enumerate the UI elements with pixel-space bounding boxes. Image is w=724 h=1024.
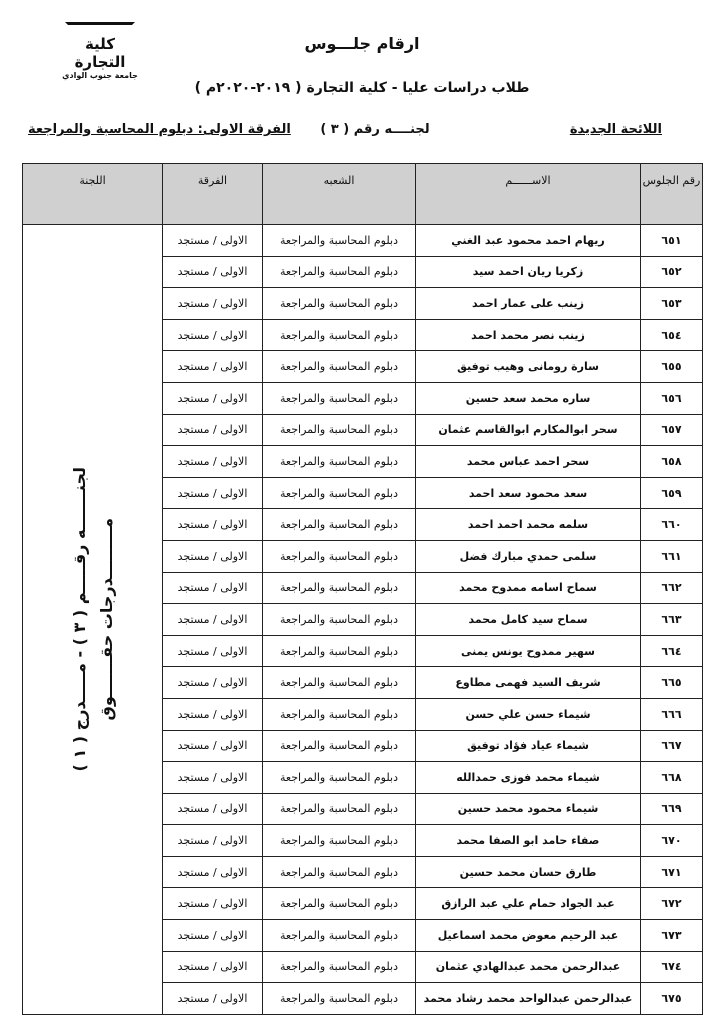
header-seat: رقم الجلوس (641, 164, 703, 225)
level-cell: الاولى / مستجد (163, 951, 263, 983)
division-cell: دبلوم المحاسبة والمراجعة (263, 288, 416, 320)
header-division: الشعبه (263, 164, 416, 225)
seat-number-cell: ٦٥٥ (641, 351, 703, 383)
level-cell: الاولى / مستجد (163, 540, 263, 572)
division-cell: دبلوم المحاسبة والمراجعة (263, 540, 416, 572)
level-cell: الاولى / مستجد (163, 256, 263, 288)
division-cell: دبلوم المحاسبة والمراجعة (263, 667, 416, 699)
seat-number-cell: ٦٧٠ (641, 825, 703, 857)
seat-number-cell: ٦٥٩ (641, 477, 703, 509)
committee-label: لجنــــه رقم ( ٣ ) (320, 122, 430, 137)
committee-cell (23, 225, 163, 1015)
student-name-cell: زكريا ريان احمد سيد (416, 256, 641, 288)
student-name-cell: ريهام احمد محمود عبد الغني (416, 225, 641, 257)
level-cell: الاولى / مستجد (163, 825, 263, 857)
table-header-row (23, 164, 703, 225)
seat-number-cell: ٦٥٦ (641, 382, 703, 414)
student-name-cell: عبد الرحيم معوض محمد اسماعيل (416, 920, 641, 952)
header-name: الاســــــم (416, 164, 641, 225)
division-cell: دبلوم المحاسبة والمراجعة (263, 793, 416, 825)
division-cell: دبلوم المحاسبة والمراجعة (263, 572, 416, 604)
seat-number-cell: ٦٦٨ (641, 762, 703, 794)
level-cell: الاولى / مستجد (163, 572, 263, 604)
page-title: ارقام جلـــوس (304, 34, 420, 53)
division-cell: دبلوم المحاسبة والمراجعة (263, 951, 416, 983)
seat-number-cell: ٦٧٢ (641, 888, 703, 920)
committee-text-secondary: مـــــــــدرجات حقـــــــوق (96, 518, 116, 721)
division-cell: دبلوم المحاسبة والمراجعة (263, 635, 416, 667)
seat-number-cell: ٦٥٤ (641, 319, 703, 351)
header-level: الفرقة (163, 164, 263, 225)
division-cell: دبلوم المحاسبة والمراجعة (263, 888, 416, 920)
student-name-cell: زينب نصر محمد احمد (416, 319, 641, 351)
student-name-cell: شيماء عياد فؤاد توفيق (416, 730, 641, 762)
level-cell: الاولى / مستجد (163, 477, 263, 509)
student-name-cell: سماح سيد كامل محمد (416, 604, 641, 636)
division-cell: دبلوم المحاسبة والمراجعة (263, 698, 416, 730)
division-cell: دبلوم المحاسبة والمراجعة (263, 825, 416, 857)
division-cell: دبلوم المحاسبة والمراجعة (263, 509, 416, 541)
seat-number-cell: ٦٥٨ (641, 446, 703, 478)
student-name-cell: سحر احمد عباس محمد (416, 446, 641, 478)
level-cell: الاولى / مستجد (163, 509, 263, 541)
year-label: الفرقة الاولى: دبلوم المحاسبة والمراجعة (28, 122, 291, 137)
table-row (23, 225, 703, 257)
seat-number-cell: ٦٧٤ (641, 951, 703, 983)
division-cell: دبلوم المحاسبة والمراجعة (263, 856, 416, 888)
level-cell: الاولى / مستجد (163, 225, 263, 257)
level-cell: الاولى / مستجد (163, 288, 263, 320)
seat-number-cell: ٦٥١ (641, 225, 703, 257)
student-name-cell: ساره محمد سعد حسين (416, 382, 641, 414)
level-cell: الاولى / مستجد (163, 382, 263, 414)
division-cell: دبلوم المحاسبة والمراجعة (263, 414, 416, 446)
seat-number-cell: ٦٦٦ (641, 698, 703, 730)
student-name-cell: سعد محمود سعد احمد (416, 477, 641, 509)
level-cell: الاولى / مستجد (163, 793, 263, 825)
student-name-cell: عبد الجواد حمام علي عبد الرازق (416, 888, 641, 920)
seat-number-cell: ٦٦٩ (641, 793, 703, 825)
student-name-cell: سحر ابوالمكارم ابوالقاسم عثمان (416, 414, 641, 446)
level-cell: الاولى / مستجد (163, 762, 263, 794)
division-cell: دبلوم المحاسبة والمراجعة (263, 983, 416, 1015)
level-cell: الاولى / مستجد (163, 635, 263, 667)
seat-number-cell: ٦٧٣ (641, 920, 703, 952)
level-cell: الاولى / مستجد (163, 446, 263, 478)
student-name-cell: عبدالرحمن عبدالواحد محمد رشاد محمد (416, 983, 641, 1015)
seat-number-cell: ٦٥٣ (641, 288, 703, 320)
seating-table (22, 163, 703, 1015)
division-cell: دبلوم المحاسبة والمراجعة (263, 604, 416, 636)
committee-text-primary: لجنـــــــه رقـــــم ( ٣ ) - مـــــدرج ( ١ ) (69, 467, 89, 772)
seat-number-cell: ٦٥٢ (641, 256, 703, 288)
division-cell: دبلوم المحاسبة والمراجعة (263, 382, 416, 414)
division-cell: دبلوم المحاسبة والمراجعة (263, 446, 416, 478)
division-cell: دبلوم المحاسبة والمراجعة (263, 351, 416, 383)
student-name-cell: سلمى حمدي مبارك فضل (416, 540, 641, 572)
level-cell: الاولى / مستجد (163, 920, 263, 952)
level-cell: الاولى / مستجد (163, 414, 263, 446)
level-cell: الاولى / مستجد (163, 983, 263, 1015)
division-cell: دبلوم المحاسبة والمراجعة (263, 256, 416, 288)
level-cell: الاولى / مستجد (163, 856, 263, 888)
logo-name: كلية التجارة (74, 35, 126, 71)
level-cell: الاولى / مستجد (163, 888, 263, 920)
level-cell: الاولى / مستجد (163, 604, 263, 636)
student-name-cell: شيماء محمود محمد حسين (416, 793, 641, 825)
division-cell: دبلوم المحاسبة والمراجعة (263, 920, 416, 952)
student-name-cell: زينب على عمار احمد (416, 288, 641, 320)
page-subtitle: طلاب دراسات عليا - كلية التجارة ( ٢٠١٩-٢٠٢٠م ) (194, 80, 530, 96)
student-name-cell: شيماء محمد فوزى حمدالله (416, 762, 641, 794)
seat-number-cell: ٦٦٤ (641, 635, 703, 667)
division-cell: دبلوم المحاسبة والمراجعة (263, 225, 416, 257)
student-name-cell: سارة رومانى وهيب توفيق (416, 351, 641, 383)
regulation-label: اللائحة الجديدة (569, 122, 662, 137)
seat-number-cell: ٦٦٥ (641, 667, 703, 699)
seat-number-cell: ٦٦٧ (641, 730, 703, 762)
student-name-cell: طارق حسان محمد حسين (416, 856, 641, 888)
seat-number-cell: ٦٧٥ (641, 983, 703, 1015)
level-cell: الاولى / مستجد (163, 698, 263, 730)
seat-number-cell: ٦٦٣ (641, 604, 703, 636)
seat-number-cell: ٦٥٧ (641, 414, 703, 446)
division-cell: دبلوم المحاسبة والمراجعة (263, 319, 416, 351)
level-cell: الاولى / مستجد (163, 730, 263, 762)
seat-number-cell: ٦٦٠ (641, 509, 703, 541)
student-name-cell: سهير ممدوح يونس يمنى (416, 635, 641, 667)
division-cell: دبلوم المحاسبة والمراجعة (263, 477, 416, 509)
level-cell: الاولى / مستجد (163, 319, 263, 351)
student-name-cell: عبدالرحمن محمد عبدالهادي عثمان (416, 951, 641, 983)
level-cell: الاولى / مستجد (163, 667, 263, 699)
level-cell: الاولى / مستجد (163, 351, 263, 383)
division-cell: دبلوم المحاسبة والمراجعة (263, 762, 416, 794)
logo-sub: جامعة جنوب الوادي (62, 71, 138, 80)
student-name-cell: سلمه محمد احمد احمد (416, 509, 641, 541)
seat-number-cell: ٦٧١ (641, 856, 703, 888)
student-name-cell: سماح اسامه ممدوح محمد (416, 572, 641, 604)
student-name-cell: صفاء حامد ابو الصفا محمد (416, 825, 641, 857)
division-cell: دبلوم المحاسبة والمراجعة (263, 730, 416, 762)
student-name-cell: شيماء حسن علي حسن (416, 698, 641, 730)
seat-number-cell: ٦٦١ (641, 540, 703, 572)
student-name-cell: شريف السيد فهمى مطاوع (416, 667, 641, 699)
seat-number-cell: ٦٦٢ (641, 572, 703, 604)
header-committee: اللجنة (23, 164, 163, 225)
